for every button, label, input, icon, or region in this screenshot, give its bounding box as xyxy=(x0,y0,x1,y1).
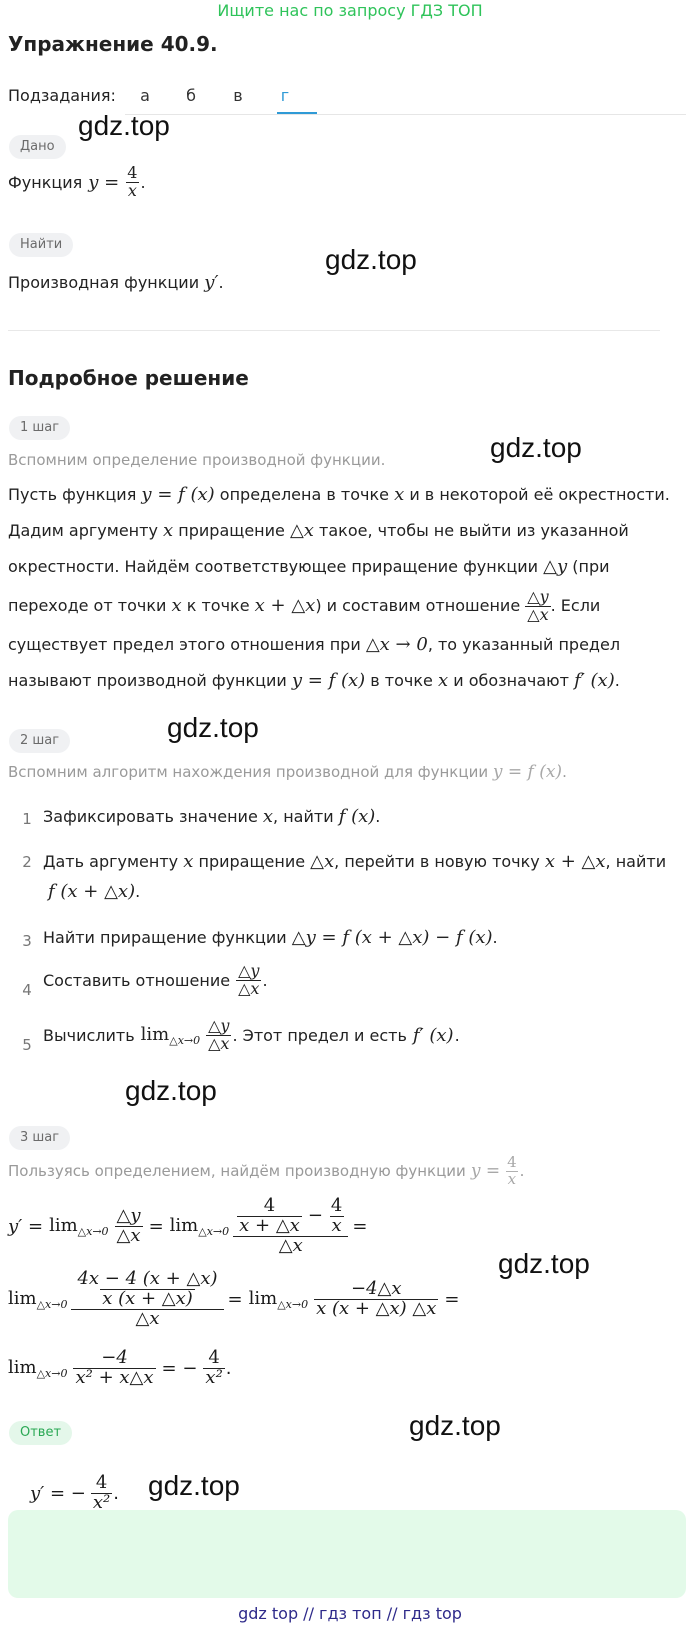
given-text: Функция xyxy=(8,172,83,192)
step3-hint: Пользуясь определением, найдём производную функции y = $\frac{4}{x}$ . xyxy=(8,1153,525,1188)
fraction-numerator: 4 xyxy=(127,163,138,182)
find-badge: Найти xyxy=(9,233,73,257)
step-number: 1 xyxy=(22,810,32,828)
watermark: gdz.top xyxy=(148,1470,240,1501)
algo-item-5: Вычислить $\lim_{\triangle x\to 0}$ $\frac{\triangle y}{\triangle x}$ . Этот предел и есть f′ (x) . xyxy=(43,1016,460,1053)
given-formula-lhs: y = xyxy=(88,171,120,193)
subtasks-label: Подзадания: xyxy=(8,86,116,105)
step1-line6: называют производной функции y = f (x) в точке x и обозначают f′ (x). xyxy=(8,670,620,691)
step3-badge: 3 шаг xyxy=(9,1126,70,1150)
search-banner[interactable]: Ищите нас по запросу ГДЗ ТОП xyxy=(217,1,483,20)
tab-g[interactable]: г xyxy=(280,86,290,105)
algo-item-1: Зафиксировать значение x, найти f (x). xyxy=(43,806,381,827)
step1-badge: 1 шаг xyxy=(9,416,70,440)
answer-formula: y′ = − $\frac{4}{\text{x²}}$ . xyxy=(30,1472,119,1513)
step-number: 5 xyxy=(22,1036,32,1054)
solution-heading: Подробное решение xyxy=(8,366,249,390)
step1-paragraph xyxy=(8,477,678,699)
step1-line1: Пусть функция y = f (x) определена в точке x и в некоторой её окрестности. xyxy=(8,484,670,505)
tab-a[interactable]: а xyxy=(140,86,150,105)
derivation-row-3: $\lim_{\triangle x\to 0}$ $\frac{-4}{\text{x² + x△x}}$ = − $\frac{4}{\text{x²}}$ . xyxy=(8,1347,232,1388)
algo-item-3: Найти приращение функции △y = f (x + △x) − f (x). xyxy=(43,927,498,948)
section-divider xyxy=(8,330,660,331)
watermark: gdz.top xyxy=(125,1075,217,1106)
given-badge: Дано xyxy=(9,135,66,159)
algo-item-4: Составить отношение $\frac{\triangle y}{\triangle x}$ . xyxy=(43,961,268,998)
footer-links[interactable]: gdz top // гдз топ // гдз top xyxy=(238,1604,462,1623)
step1-line3: окрестности. Найдём соответствующее приращение функции △y (при xyxy=(8,556,610,577)
watermark: gdz.top xyxy=(409,1410,501,1441)
fraction-denominator: x xyxy=(127,180,137,200)
step-number: 3 xyxy=(22,932,32,950)
answer-box xyxy=(8,1510,686,1598)
answer-badge: Ответ xyxy=(9,1421,72,1445)
active-tab-indicator xyxy=(277,112,317,114)
derivation-row-2: $\lim_{\triangle x\to 0}$ $\frac{\frac{4x - 4 (x + \triangle x)}{x (x + \triangle x)}}{\triangle x}$ = $\lim_{\triangle x\to 0}$ $\frac{-4\triangle x}{x (x + \triangle x) \triangle x}$ = xyxy=(8,1268,460,1329)
ratio-fraction: $\frac{\triangle y}{\triangle x}$ xyxy=(527,587,549,624)
find-formula: y′ xyxy=(204,272,219,293)
tab-v[interactable]: в xyxy=(233,86,243,105)
watermark: gdz.top xyxy=(167,712,259,743)
find-text: Производная функции xyxy=(8,273,200,292)
step1-line5: существует предел этого отношения при △x → 0, то указанный предел xyxy=(8,634,621,655)
step1-line4: переходе от точки x к точке x + △x) и составим отношение $\frac{\triangle y}{\triangle x}$ . Если xyxy=(8,587,601,624)
watermark: gdz.top xyxy=(490,432,582,463)
tabs-divider xyxy=(125,114,686,115)
tab-b[interactable]: б xyxy=(186,86,196,105)
step1-line2: Дадим аргументу x приращение △x такое, чтобы не выйти из указанной xyxy=(8,520,629,541)
watermark: gdz.top xyxy=(498,1248,590,1279)
step1-hint: Вспомним определение производной функции. xyxy=(8,451,386,469)
page-title: Упражнение 40.9. xyxy=(8,32,218,56)
algo-item-2: Дать аргументу x приращение △x, перейти в новую точку x + △x, найти f (x + △x). xyxy=(43,851,667,902)
watermark: gdz.top xyxy=(325,244,417,275)
watermark: gdz.top xyxy=(78,110,170,141)
derivation-row-1: y′ = $\lim_{\triangle x\to 0}$ $\frac{\triangle y}{\triangle x}$ = $\lim_{\triangle x\to 0}$ $\frac{4}{x + \triangle x}$ − $\frac{4}{x}$ △x = xyxy=(8,1195,368,1256)
step-number: 4 xyxy=(22,981,32,999)
step2-badge: 2 шаг xyxy=(9,729,70,753)
find-statement: Производная функции y′. xyxy=(8,272,224,293)
given-fraction xyxy=(125,165,139,200)
step2-hint: Вспомним алгоритм нахождения производной для функции y = f (x). xyxy=(8,762,567,782)
given-statement: Функция y = $\frac{4}{x}$ . xyxy=(8,163,146,200)
step-number: 2 xyxy=(22,853,32,871)
